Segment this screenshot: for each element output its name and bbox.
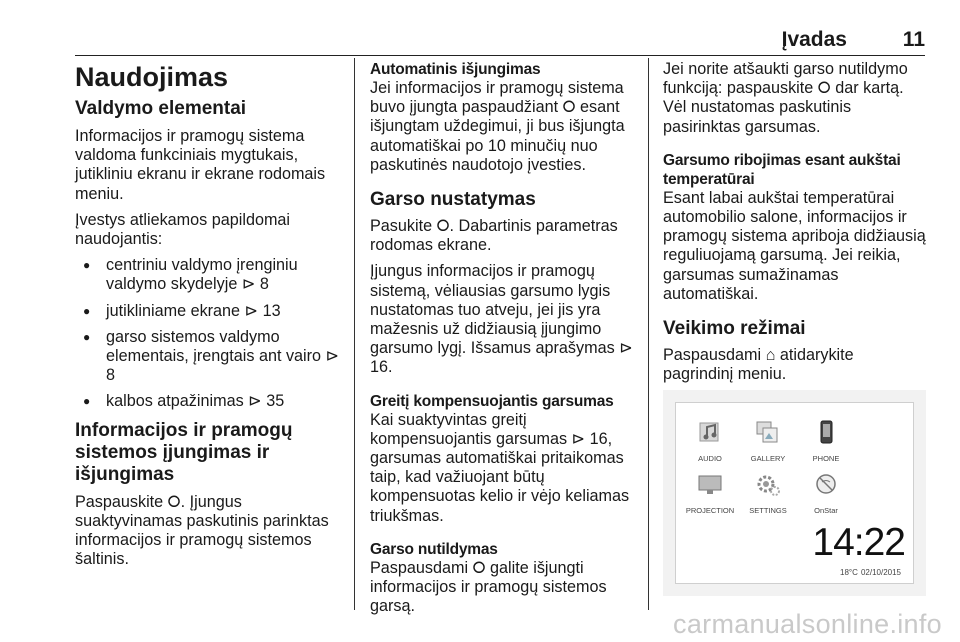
paragraph-controls: Informacijos ir pramogų sistema valdoma funkciniais mygtukais, jutikliniu ekranu ir ekrane rodomais meniu. — [75, 127, 326, 203]
heading-auto-off: Automatinis išjungimas — [370, 61, 541, 78]
heading-power-on-off: Informacijos ir pramogų sistemos įjungimas ir išjungimas — [75, 419, 293, 485]
clock-time: 14:22 — [812, 521, 905, 564]
app-label: SETTINGS — [749, 506, 787, 515]
column-divider-2 — [648, 58, 649, 610]
heading-volume-setting: Garso nustatymas — [370, 189, 536, 211]
page-header — [75, 28, 925, 52]
projection-icon — [695, 471, 725, 499]
chapter-title: Naudojimas — [75, 62, 229, 92]
home-screen-illustration — [663, 390, 926, 596]
settings-gear-icon — [753, 471, 783, 499]
app-gallery — [738, 419, 798, 463]
heading-mute: Garso nutildymas — [370, 540, 498, 558]
app-label: PROJECTION — [685, 506, 735, 515]
outside-temperature: 18°C — [840, 568, 858, 577]
app-label: AUDIO — [698, 454, 722, 463]
app-phone — [796, 419, 856, 463]
onstar-icon — [811, 471, 841, 499]
paragraph-speed-volume: Kai suaktyvintas greitį kompensuojantis garsumas ⊳ 16, garsumas automatiškai pritaikomas taip, kad važiuojant būtų kompensuotas kelio ir vėjo keliamas triukšmas. — [370, 410, 630, 525]
app-projection — [680, 471, 740, 515]
column-1 — [75, 60, 345, 576]
list-item: ● jutikliniame ekrane ⊳ 13 — [75, 302, 345, 321]
paragraph-volume-1: Pasukite ⭘. Dabartinis parametras rodomas ekrane. — [370, 217, 618, 255]
date-display: 02/10/2015 — [860, 568, 901, 577]
heading-valdymo-elementai: Valdymo elementai — [75, 98, 247, 119]
paragraph-volume-2: Įjungus informacijos ir pramogų sistemą, vėliausias garsumo lygis nustatomas tuo atveju, jei jis yra mažesnis už didžiausią įjungimo garsumo lygį. Išsamus aprašymas ⊳ 16. — [370, 262, 633, 377]
app-label: OnStar — [814, 506, 838, 515]
paragraph-auto-off: Jei informacijos ir pramogų sistema buvo įjungta paspaudžiant ⭘ esant išjungtam uždegimui, ji bus išjungta automatiškai po 10 minučių nuo paskutinės naudotojo įvesties. — [370, 79, 625, 174]
column-3 — [663, 60, 928, 391]
heading-operating-modes: Veikimo režimai — [663, 318, 806, 340]
paragraph-unmute: Jei norite atšaukti garso nutildymo funkciją: paspauskite ⭘ dar kartą. Vėl nustatomas paskutinis pasirinktas garsumas. — [663, 60, 908, 136]
paragraph-inputs: Įvestys atliekamos papildomai naudojantis: — [75, 210, 291, 249]
list-item: ● centriniu valdymo įrenginiu valdymo skydelyje ⊳ 8 — [75, 256, 345, 294]
column-2 — [370, 60, 640, 623]
app-label: GALLERY — [750, 454, 786, 463]
app-settings — [738, 471, 798, 515]
gallery-icon — [753, 419, 783, 447]
phone-icon — [811, 419, 841, 447]
header-rule — [75, 55, 925, 56]
section-title: Įvadas — [781, 28, 847, 51]
page-number: 11 — [902, 28, 925, 51]
heading-speed-volume: Greitį kompensuojantis garsumas — [370, 392, 614, 410]
paragraph-operating-modes: Paspausdami ⌂ atidarykite pagrindinį meniu. — [663, 346, 854, 384]
audio-icon — [695, 419, 725, 447]
heading-temperature-limit: Garsumo ribojimas esant aukštai temperatūrai — [663, 151, 901, 188]
display-area — [675, 402, 914, 584]
app-audio — [680, 419, 740, 463]
paragraph-mute: Paspausdami ⭘ galite išjungti informacijos ir pramogų sistemos garsą. — [370, 558, 607, 616]
app-label: PHONE — [812, 454, 840, 463]
paragraph-power: Paspauskite ⭘. Įjungus suaktyvinamas paskutinis parinktas informacijos ir pramogų sistemos šaltinis. — [75, 492, 329, 569]
watermark: carmanualsonline.info — [673, 609, 942, 639]
column-divider-1 — [354, 58, 355, 610]
list-item: ● garso sistemos valdymo elementais, įrengtais ant vairo ⊳ 8 — [75, 328, 345, 386]
app-onstar — [796, 471, 856, 515]
paragraph-temperature-limit: Esant labai aukštai temperatūrai automobilio salone, informacijos ir pramogų sistema apriboja didžiausią reguliuojamą garsumą. Jei reikia, garsumas sumažinamas automatiškai. — [663, 188, 926, 303]
list-item: ● kalbos atpažinimas ⊳ 35 — [75, 392, 345, 411]
input-methods-list — [75, 256, 345, 411]
